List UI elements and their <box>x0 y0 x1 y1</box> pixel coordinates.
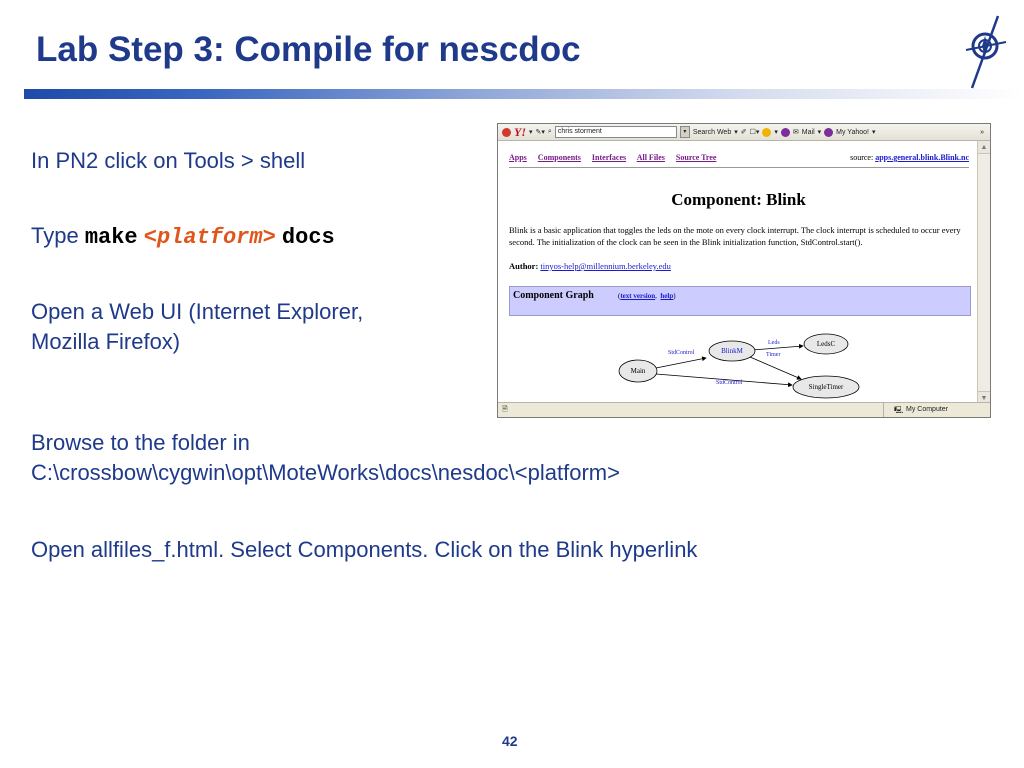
search-icon: ⌕ <box>547 128 552 135</box>
yahoo-toolbar <box>498 124 990 141</box>
node-ledsc-label: LedsC <box>816 340 836 348</box>
step-browse-folder <box>31 428 620 488</box>
node-main-label: Main <box>630 367 646 375</box>
command-make: make <box>84 225 138 250</box>
nav-link-interfaces[interactable]: Interfaces <box>591 153 627 162</box>
yahoo-badge-icon[interactable] <box>781 128 790 137</box>
status-divider <box>883 403 884 417</box>
component-graph-heading: Component Graph <box>513 290 594 301</box>
slide-title: Lab Step 3: Compile for nescdoc <box>36 30 581 69</box>
smiley-dropdown-icon[interactable]: ▾ <box>774 129 778 136</box>
mail-dropdown-icon[interactable]: ▾ <box>817 129 822 136</box>
folder-path: C:\crossbow\cygwin\opt\MoteWorks\docs\nesdoc\<platform> <box>31 460 620 485</box>
edge-label-stdcontrol-1[interactable]: StdControl <box>668 350 695 356</box>
step-shell: In PN2 click on Tools > shell <box>31 148 306 173</box>
pencil-icon[interactable]: ✎▾ <box>535 129 545 136</box>
mail-button[interactable]: Mail <box>801 128 815 136</box>
step-open-browser-line1: Open a Web UI (Internet Explorer, <box>31 299 364 324</box>
toolbar-search-input[interactable]: chris storment <box>555 126 677 138</box>
step-open-browser-line2: Mozilla Firefox) <box>31 329 181 354</box>
browser-content <box>498 141 979 404</box>
page-status-icon: 🗎 <box>502 406 508 413</box>
form-icon[interactable]: ☐▾ <box>749 129 760 136</box>
security-zone: My Computer <box>906 406 949 413</box>
graph-links: (text version, help) <box>618 292 676 300</box>
command-platform: <platform> <box>143 225 276 250</box>
toolbar-more-icon[interactable]: » <box>980 128 984 136</box>
nav-link-components[interactable]: Components <box>537 153 581 162</box>
highlight-icon[interactable]: ✐ <box>740 129 747 136</box>
edge-blinkm-ledsc <box>752 346 803 350</box>
computer-icon: 🖳 <box>894 407 904 414</box>
search-web-dropdown-icon[interactable]: ▾ <box>734 129 738 136</box>
edge-main-blinkm <box>656 358 706 368</box>
source-label: source: <box>850 153 874 162</box>
component-graph-header <box>509 286 971 316</box>
component-title: Component: Blink <box>671 190 806 209</box>
toolbar-dropdown-icon[interactable]: ▾ <box>529 129 533 136</box>
node-blinkm-label: BlinkM <box>721 347 743 355</box>
browser-screenshot <box>497 123 991 418</box>
step-type-prefix: Type <box>31 223 79 248</box>
source-link[interactable]: apps.general.blink.Blink.nc <box>875 153 969 162</box>
step-browse-folder-line1: Browse to the folder in <box>31 430 250 455</box>
step-type-command <box>31 221 335 253</box>
component-graph <box>498 324 979 404</box>
edge-label-leds[interactable]: Leds <box>768 340 780 346</box>
page-number: 42 <box>502 733 518 749</box>
component-description: Blink is a basic application that toggles the leds on the mote on every clock interrupt. The clock interrupt is scheduled to occur every second. The initialization of the clock can be seen in the Blink initialization function, StdControl.start(). <box>509 225 961 247</box>
browser-logo-icon <box>502 128 511 137</box>
title-underline-bar <box>24 89 1024 99</box>
search-web-button[interactable]: Search Web <box>692 128 732 136</box>
smiley-icon[interactable] <box>762 128 771 137</box>
vertical-scrollbar[interactable] <box>977 141 990 404</box>
my-yahoo-icon <box>824 128 833 137</box>
scroll-down-icon[interactable]: ▼ <box>978 391 990 404</box>
yahoo-logo[interactable]: Y! <box>514 124 526 139</box>
my-yahoo-button[interactable]: My Yahoo! <box>836 128 869 136</box>
scroll-up-icon[interactable]: ▲ <box>978 141 990 154</box>
nav-link-apps[interactable]: Apps <box>509 153 527 162</box>
source-info <box>850 153 969 162</box>
nav-link-all-files[interactable]: All Files <box>636 153 665 162</box>
command-docs: docs <box>281 225 335 250</box>
search-dropdown-icon[interactable]: ▾ <box>680 126 690 138</box>
author-label: Author: <box>509 261 539 271</box>
author-line <box>509 261 671 271</box>
text-version-link[interactable]: text version <box>620 292 656 300</box>
status-bar <box>498 402 990 417</box>
my-yahoo-dropdown-icon[interactable]: ▾ <box>871 129 876 136</box>
node-singletimer-label: SingleTimer <box>808 383 844 391</box>
nesdoc-nav <box>509 153 725 162</box>
nav-divider <box>509 167 969 168</box>
author-email-link[interactable]: tinyos-help@millennium.berkeley.edu <box>540 261 671 271</box>
nav-link-source-tree[interactable]: Source Tree <box>675 153 717 162</box>
mail-icon[interactable]: ✉ <box>792 129 799 136</box>
help-link[interactable]: help <box>660 292 674 300</box>
edge-blinkm-singletimer <box>750 357 801 379</box>
edge-label-stdcontrol-2[interactable]: StdControl <box>716 380 743 386</box>
compass-logo-icon <box>960 14 1010 90</box>
step-open-allfiles: Open allfiles_f.html. Select Components. Click on the Blink hyperlink <box>31 537 698 562</box>
edge-label-timer[interactable]: Timer <box>766 352 781 358</box>
step-open-browser <box>31 297 363 357</box>
